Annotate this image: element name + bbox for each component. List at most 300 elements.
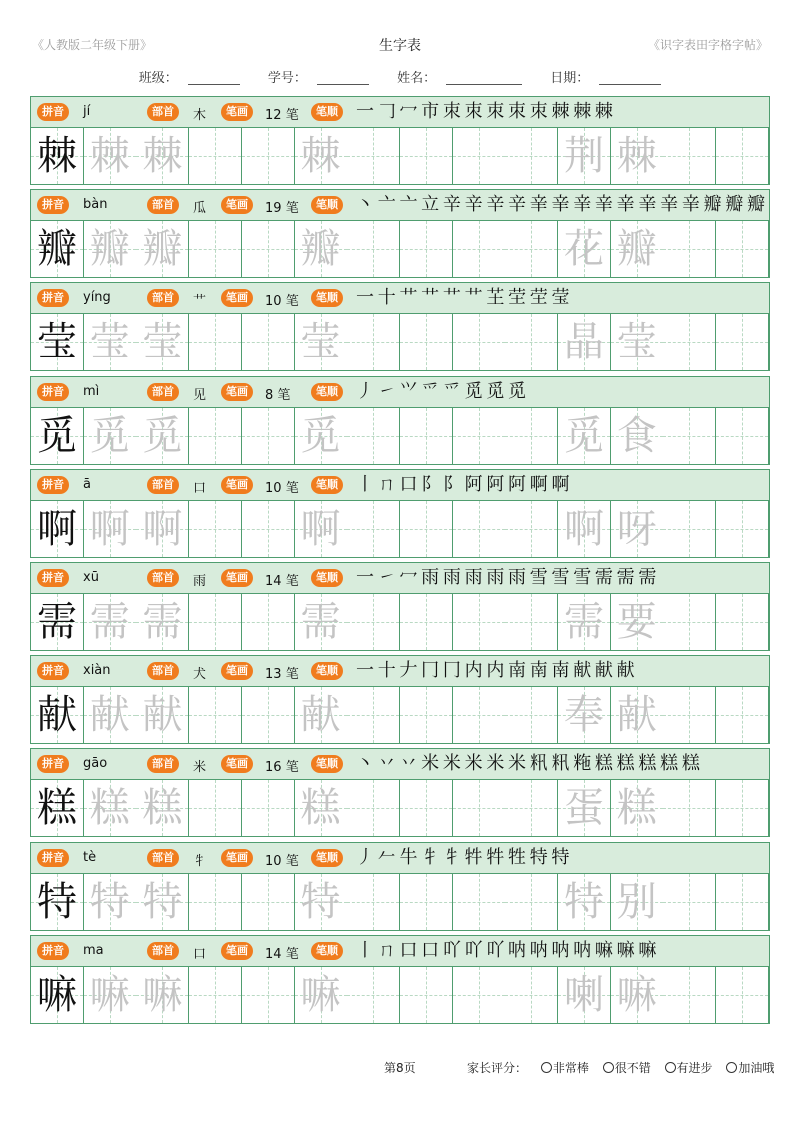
practice-cell[interactable] <box>611 594 664 650</box>
practice-cell[interactable] <box>136 874 189 930</box>
radical-value: 口 <box>193 481 207 496</box>
character-card <box>30 189 770 278</box>
practice-cell[interactable] <box>295 594 348 650</box>
practice-cell[interactable] <box>663 687 716 743</box>
model-character: 啊 <box>37 506 77 552</box>
practice-cell[interactable] <box>400 314 453 370</box>
stroke-count: 10 笔 <box>265 481 299 496</box>
stroke-count: 12 笔 <box>265 108 299 123</box>
practice-grid <box>31 780 769 836</box>
name-field[interactable] <box>391 71 528 86</box>
practice-cell[interactable] <box>453 967 506 1023</box>
radical-tag: 部首 <box>147 196 179 214</box>
practice-cell[interactable] <box>611 780 664 836</box>
stroke-order-tag: 笔顺 <box>311 289 343 307</box>
practice-cell[interactable] <box>189 687 242 743</box>
practice-cell[interactable] <box>295 314 348 370</box>
trace-character: 特 <box>142 879 183 925</box>
character-card <box>30 96 770 185</box>
practice-cell[interactable] <box>136 687 189 743</box>
pinyin-tag: 拼音 <box>37 569 69 587</box>
practice-cell[interactable] <box>505 221 558 277</box>
practice-cell[interactable] <box>189 967 242 1023</box>
stroke-order-sequence: 一 十 艹 艹 艹 艹 芏 茔 茔 莹 <box>356 287 569 308</box>
character-card <box>30 282 770 371</box>
practice-cell[interactable] <box>242 594 295 650</box>
practice-cell[interactable] <box>84 594 137 650</box>
practice-cell[interactable] <box>295 501 348 557</box>
character-info-bar <box>31 97 769 128</box>
practice-cell[interactable] <box>31 314 84 370</box>
practice-grid <box>31 221 769 277</box>
word-character-2: 瓣 <box>616 226 657 272</box>
trace-character: 糕 <box>89 785 130 831</box>
word-character-1: 觅 <box>564 413 604 459</box>
character-info-bar <box>31 843 769 874</box>
stroke-count-tag: 笔画 <box>221 196 253 214</box>
practice-cell[interactable] <box>453 128 506 184</box>
practice-cell[interactable] <box>558 780 611 836</box>
model-character: 觅 <box>37 413 77 459</box>
practice-cell[interactable] <box>242 967 295 1023</box>
practice-cell[interactable] <box>347 221 400 277</box>
stroke-count-tag: 笔画 <box>221 662 253 680</box>
practice-cell[interactable] <box>558 967 611 1023</box>
trace-character: 瓣 <box>142 226 183 272</box>
book-series-label: 《人教版二年级下册》 <box>32 38 153 52</box>
practice-cell[interactable] <box>453 501 506 557</box>
radical-value: 犬 <box>193 667 207 682</box>
practice-grid <box>31 408 769 464</box>
practice-cell[interactable] <box>295 221 348 277</box>
class-field[interactable] <box>133 71 246 86</box>
practice-cell[interactable] <box>295 128 348 184</box>
practice-cell[interactable] <box>400 780 453 836</box>
practice-cell[interactable] <box>136 501 189 557</box>
pinyin-tag: 拼音 <box>37 662 69 680</box>
practice-cell[interactable] <box>558 408 611 464</box>
practice-cell[interactable] <box>663 501 716 557</box>
practice-cell[interactable] <box>189 128 242 184</box>
radical-tag: 部首 <box>147 476 179 494</box>
practice-cell[interactable] <box>136 967 189 1023</box>
practice-cell[interactable] <box>347 408 400 464</box>
trace-character: 啊 <box>89 506 130 552</box>
practice-cell[interactable] <box>31 874 84 930</box>
practice-cell[interactable] <box>400 967 453 1023</box>
stroke-order-tag: 笔顺 <box>311 383 343 401</box>
radical-tag: 部首 <box>147 103 179 121</box>
practice-cell[interactable] <box>189 408 242 464</box>
rating-option-good[interactable]: 很不错 <box>603 1061 651 1075</box>
radical-value: 见 <box>193 388 207 403</box>
practice-cell[interactable] <box>505 314 558 370</box>
radical-value: 瓜 <box>193 201 207 216</box>
practice-cell[interactable] <box>611 314 664 370</box>
stroke-order-sequence: 丨 ㄇ 口 口 吖 吖 吖 呐 呐 呐 呐 嘛 嘛 嘛 <box>356 940 656 961</box>
pinyin-value: yíng <box>83 290 111 305</box>
practice-cell[interactable] <box>400 128 453 184</box>
word-character-2: 嘛 <box>616 972 657 1018</box>
stroke-order-sequence: 一 𠃌 冖 市 朿 朿 朿 朿 朿 棘 棘 棘 <box>356 101 612 122</box>
trace-character: 献 <box>300 692 341 738</box>
pinyin-tag: 拼音 <box>37 849 69 867</box>
student-id-blank[interactable] <box>317 73 369 85</box>
pinyin-tag: 拼音 <box>37 383 69 401</box>
practice-cell[interactable] <box>453 314 506 370</box>
character-info-bar <box>31 563 769 594</box>
practice-cell[interactable] <box>716 408 769 464</box>
rating-option-keep-going[interactable]: 加油哦 <box>726 1061 774 1075</box>
practice-cell[interactable] <box>663 874 716 930</box>
practice-grid <box>31 594 769 650</box>
practice-grid <box>31 128 769 184</box>
practice-cell[interactable] <box>400 594 453 650</box>
stroke-order-tag: 笔顺 <box>311 662 343 680</box>
trace-character: 觅 <box>142 413 183 459</box>
word-character-2: 献 <box>616 692 657 738</box>
trace-character: 觅 <box>89 413 130 459</box>
word-character-2: 棘 <box>616 133 657 179</box>
stroke-count: 13 笔 <box>265 667 299 682</box>
practice-cell[interactable] <box>558 314 611 370</box>
stroke-count: 14 笔 <box>265 947 299 962</box>
radical-tag: 部首 <box>147 942 179 960</box>
trace-character: 献 <box>142 692 183 738</box>
practice-cell[interactable] <box>136 128 189 184</box>
word-character-1: 特 <box>564 879 604 925</box>
practice-cell[interactable] <box>558 221 611 277</box>
trace-character: 嘛 <box>142 972 183 1018</box>
character-info-bar <box>31 377 769 408</box>
trace-character: 莹 <box>300 319 341 365</box>
trace-character: 嘛 <box>300 972 341 1018</box>
pinyin-value: gāo <box>83 756 108 771</box>
radical-value: 口 <box>193 947 207 962</box>
trace-character: 需 <box>89 599 130 645</box>
practice-cell[interactable] <box>31 967 84 1023</box>
stroke-order-sequence: 一 十 𠂇 冂 冂 内 内 南 南 南 献 献 献 <box>356 660 634 681</box>
stroke-order-tag: 笔顺 <box>311 942 343 960</box>
trace-character: 棘 <box>142 133 183 179</box>
practice-cell[interactable] <box>347 780 400 836</box>
practice-cell[interactable] <box>84 967 137 1023</box>
practice-cell[interactable] <box>347 314 400 370</box>
practice-cell[interactable] <box>611 501 664 557</box>
class-blank[interactable] <box>188 73 240 85</box>
practice-cell[interactable] <box>611 967 664 1023</box>
pinyin-tag: 拼音 <box>37 755 69 773</box>
stroke-count-tag: 笔画 <box>221 476 253 494</box>
character-info-bar <box>31 470 769 501</box>
practice-grid <box>31 967 769 1023</box>
practice-cell[interactable] <box>400 501 453 557</box>
practice-cell[interactable] <box>295 874 348 930</box>
practice-cell[interactable] <box>136 594 189 650</box>
trace-character: 瓣 <box>89 226 130 272</box>
model-character: 嘛 <box>37 972 77 1018</box>
trace-character: 糕 <box>300 785 341 831</box>
stroke-count: 19 笔 <box>265 201 299 216</box>
radical-tag: 部首 <box>147 662 179 680</box>
character-info-bar <box>31 656 769 687</box>
trace-character: 棘 <box>300 133 341 179</box>
practice-cell[interactable] <box>663 408 716 464</box>
practice-cell[interactable] <box>716 780 769 836</box>
pinyin-tag: 拼音 <box>37 103 69 121</box>
stroke-count-tag: 笔画 <box>221 849 253 867</box>
practice-cell[interactable] <box>505 594 558 650</box>
practice-cell[interactable] <box>716 594 769 650</box>
radical-tag: 部首 <box>147 569 179 587</box>
practice-cell[interactable] <box>31 221 84 277</box>
practice-cell[interactable] <box>716 501 769 557</box>
stroke-order-tag: 笔顺 <box>311 569 343 587</box>
model-character: 棘 <box>37 133 77 179</box>
trace-character: 特 <box>300 879 341 925</box>
practice-grid <box>31 874 769 930</box>
practice-cell[interactable] <box>716 687 769 743</box>
practice-cell[interactable] <box>505 501 558 557</box>
practice-cell[interactable] <box>242 780 295 836</box>
stroke-order-tag: 笔顺 <box>311 755 343 773</box>
stroke-order-sequence: 一 ㇀ 冖 雨 雨 雨 雨 雨 雪 雪 雪 需 需 需 <box>356 567 656 588</box>
practice-cell[interactable] <box>558 501 611 557</box>
stroke-order-sequence: 丶 丷 丷 米 米 米 米 米 籸 籸 粚 糕 糕 糕 糕 糕 <box>356 753 699 774</box>
practice-cell[interactable] <box>453 687 506 743</box>
practice-cell[interactable] <box>84 874 137 930</box>
stroke-count: 10 笔 <box>265 294 299 309</box>
character-info-bar <box>31 936 769 967</box>
trace-character: 需 <box>142 599 183 645</box>
practice-cell[interactable] <box>84 780 137 836</box>
radical-tag: 部首 <box>147 755 179 773</box>
practice-cell[interactable] <box>347 967 400 1023</box>
practice-cell[interactable] <box>611 128 664 184</box>
rating-option-excellent[interactable]: 非常棒 <box>541 1061 589 1075</box>
practice-cell[interactable] <box>400 874 453 930</box>
practice-cell[interactable] <box>242 501 295 557</box>
practice-cell[interactable] <box>663 221 716 277</box>
practice-cell[interactable] <box>189 594 242 650</box>
practice-cell[interactable] <box>611 687 664 743</box>
practice-cell[interactable] <box>136 221 189 277</box>
practice-cell[interactable] <box>505 408 558 464</box>
practice-cell[interactable] <box>242 874 295 930</box>
model-character: 献 <box>37 692 77 738</box>
radical-value: 木 <box>193 108 207 123</box>
practice-cell[interactable] <box>558 874 611 930</box>
practice-cell[interactable] <box>84 314 137 370</box>
radical-value: 艹 <box>193 294 207 309</box>
practice-cell[interactable] <box>242 687 295 743</box>
rating-option-improving[interactable]: 有进步 <box>665 1061 713 1075</box>
practice-cell[interactable] <box>189 874 242 930</box>
practice-cell[interactable] <box>611 408 664 464</box>
pinyin-value: ma <box>83 943 104 958</box>
practice-cell[interactable] <box>663 594 716 650</box>
practice-cell[interactable] <box>663 780 716 836</box>
practice-cell[interactable] <box>347 128 400 184</box>
radio-circle-icon <box>665 1062 676 1073</box>
practice-cell[interactable] <box>505 780 558 836</box>
character-card <box>30 842 770 931</box>
practice-cell[interactable] <box>400 221 453 277</box>
student-id-label: 学号： <box>267 71 307 86</box>
practice-cell[interactable] <box>84 501 137 557</box>
practice-cell[interactable] <box>295 967 348 1023</box>
practice-cell[interactable] <box>505 687 558 743</box>
trace-character: 觅 <box>300 413 341 459</box>
radio-circle-icon <box>603 1062 614 1073</box>
practice-cell[interactable] <box>31 687 84 743</box>
pinyin-value: ā <box>83 477 91 492</box>
practice-cell[interactable] <box>505 128 558 184</box>
practice-cell[interactable] <box>716 314 769 370</box>
model-character: 瓣 <box>37 226 77 272</box>
name-label: 姓名： <box>397 71 437 86</box>
stroke-order-tag: 笔顺 <box>311 103 343 121</box>
model-character: 特 <box>37 879 77 925</box>
practice-cell[interactable] <box>453 780 506 836</box>
practice-cell[interactable] <box>663 314 716 370</box>
practice-cell[interactable] <box>31 501 84 557</box>
practice-cell[interactable] <box>400 408 453 464</box>
word-character-2: 食 <box>616 413 657 459</box>
pinyin-tag: 拼音 <box>37 476 69 494</box>
practice-cell[interactable] <box>558 594 611 650</box>
date-field[interactable] <box>544 71 667 86</box>
practice-cell[interactable] <box>716 967 769 1023</box>
practice-cell[interactable] <box>189 780 242 836</box>
practice-cell[interactable] <box>663 128 716 184</box>
stroke-order-tag: 笔顺 <box>311 476 343 494</box>
practice-cell[interactable] <box>242 314 295 370</box>
page-title: 生字表 <box>379 38 421 54</box>
trace-character: 莹 <box>89 319 130 365</box>
pinyin-value: jí <box>83 104 91 119</box>
model-character: 需 <box>37 599 77 645</box>
practice-cell[interactable] <box>189 221 242 277</box>
practice-cell[interactable] <box>558 687 611 743</box>
radical-tag: 部首 <box>147 383 179 401</box>
trace-character: 糕 <box>142 785 183 831</box>
practice-cell[interactable] <box>347 594 400 650</box>
trace-character: 莹 <box>142 319 183 365</box>
practice-cell[interactable] <box>31 594 84 650</box>
word-character-2: 要 <box>616 599 657 645</box>
practice-cell[interactable] <box>611 221 664 277</box>
practice-cell[interactable] <box>31 780 84 836</box>
practice-cell[interactable] <box>453 221 506 277</box>
practice-cell[interactable] <box>189 501 242 557</box>
trace-character: 棘 <box>89 133 130 179</box>
practice-cell[interactable] <box>84 128 137 184</box>
practice-cell[interactable] <box>31 128 84 184</box>
word-character-1: 晶 <box>564 319 604 365</box>
stroke-count-tag: 笔画 <box>221 569 253 587</box>
character-card <box>30 655 770 744</box>
name-blank[interactable] <box>446 73 522 85</box>
practice-cell[interactable] <box>347 687 400 743</box>
pinyin-value: xū <box>83 570 99 585</box>
word-character-2: 莹 <box>616 319 657 365</box>
trace-character: 瓣 <box>300 226 341 272</box>
pinyin-value: tè <box>83 850 97 865</box>
practice-cell[interactable] <box>663 967 716 1023</box>
student-id-field[interactable] <box>262 71 375 86</box>
practice-cell[interactable] <box>84 408 137 464</box>
practice-cell[interactable] <box>453 594 506 650</box>
character-card <box>30 935 770 1024</box>
character-card <box>30 748 770 837</box>
word-character-1: 需 <box>564 599 604 645</box>
practice-cell[interactable] <box>242 128 295 184</box>
word-character-1: 蛋 <box>564 785 604 831</box>
practice-grid <box>31 314 769 370</box>
practice-cell[interactable] <box>136 780 189 836</box>
radical-tag: 部首 <box>147 289 179 307</box>
practice-cell[interactable] <box>84 687 137 743</box>
pinyin-value: xiàn <box>83 663 111 678</box>
practice-cell[interactable] <box>400 687 453 743</box>
practice-cell[interactable] <box>716 221 769 277</box>
practice-cell[interactable] <box>31 408 84 464</box>
trace-character: 啊 <box>300 506 341 552</box>
page-number: 第8页 <box>384 1061 416 1075</box>
stroke-order-tag: 笔顺 <box>311 849 343 867</box>
practice-cell[interactable] <box>295 687 348 743</box>
practice-cell[interactable] <box>242 221 295 277</box>
practice-cell[interactable] <box>136 314 189 370</box>
practice-cell[interactable] <box>505 967 558 1023</box>
pinyin-tag: 拼音 <box>37 196 69 214</box>
practice-cell[interactable] <box>347 874 400 930</box>
practice-cell[interactable] <box>505 874 558 930</box>
stroke-order-sequence: 丿 𠂉 牛 牜 牜 牪 牪 牲 特 特 <box>356 847 569 868</box>
practice-cell[interactable] <box>136 408 189 464</box>
character-info-bar <box>31 749 769 780</box>
trace-character: 特 <box>89 879 130 925</box>
stroke-order-sequence: 丶 亠 亠 立 辛 辛 辛 辛 𨐌 𨐌 𨐌 𨐌 𨐌 𨐌 𨐌 𨐌 瓣 瓣 瓣 <box>356 194 764 215</box>
word-character-2: 糕 <box>616 785 657 831</box>
date-blank[interactable] <box>599 73 661 85</box>
stroke-count: 16 笔 <box>265 760 299 775</box>
practice-cell[interactable] <box>295 780 348 836</box>
practice-cell[interactable] <box>295 408 348 464</box>
practice-cell[interactable] <box>453 408 506 464</box>
practice-grid <box>31 501 769 557</box>
word-character-1: 喇 <box>564 972 604 1018</box>
class-label: 班级： <box>138 71 178 86</box>
practice-cell[interactable] <box>716 128 769 184</box>
character-info-bar <box>31 190 769 221</box>
practice-cell[interactable] <box>347 501 400 557</box>
practice-cell[interactable] <box>189 314 242 370</box>
practice-cell[interactable] <box>611 874 664 930</box>
practice-cell[interactable] <box>84 221 137 277</box>
stroke-order-tag: 笔顺 <box>311 196 343 214</box>
parent-rating-label: 家长评分： <box>467 1061 528 1075</box>
practice-cell[interactable] <box>453 874 506 930</box>
stroke-order-sequence: 丨 ㄇ 口 ⻖ 阝 阿 阿 阿 啊 啊 <box>356 474 569 495</box>
practice-cell[interactable] <box>242 408 295 464</box>
practice-cell[interactable] <box>716 874 769 930</box>
model-character: 莹 <box>37 319 77 365</box>
trace-character: 啊 <box>142 506 183 552</box>
stroke-order-sequence: 丿 ㇀ ⺍ 爫 爫 觅 觅 觅 <box>356 381 526 402</box>
practice-cell[interactable] <box>558 128 611 184</box>
